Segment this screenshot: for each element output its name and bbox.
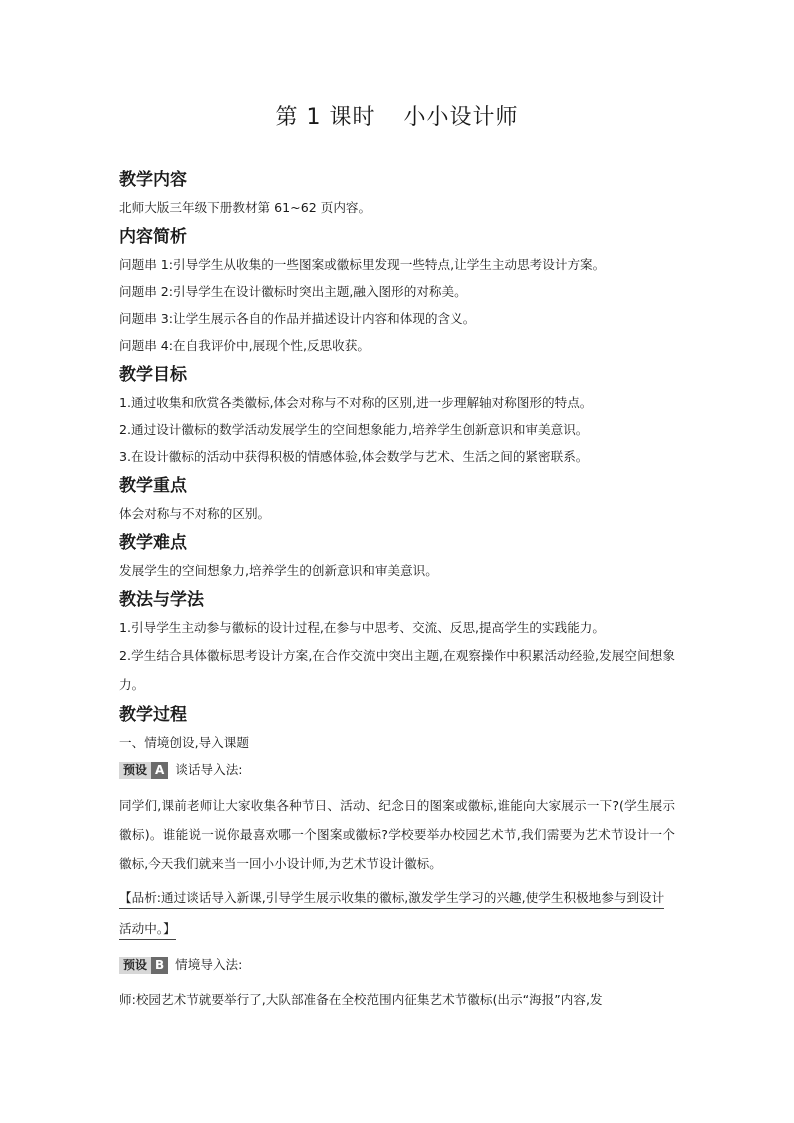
preset-tag-letter: B <box>151 957 168 974</box>
preset-a-tag <box>119 762 168 779</box>
analysis-item: 问题串 4:在自我评价中,展现个性,反思收获。 <box>119 338 370 353</box>
preset-a-label: 谈话导入法: <box>175 762 243 777</box>
preset-b <box>119 951 675 979</box>
heading-key: 教学重点 <box>119 476 187 496</box>
lesson-name: 小小设计师 <box>403 105 519 130</box>
preset-b-tag <box>119 957 168 974</box>
preset-tag-letter: A <box>151 762 168 779</box>
preset-a <box>119 756 675 784</box>
goal-item: 2.通过设计徽标的数学活动发展学生的空间想象能力,培养学生创新意识和审美意识。 <box>119 422 589 437</box>
lesson-number: 第 1 课时 <box>275 105 376 130</box>
method-item: 1.引导学生主动参与徽标的设计过程,在参与中思考、交流、反思,提高学生的实践能力。 <box>119 620 605 635</box>
heading-content: 教学内容 <box>119 170 187 190</box>
heading-goals: 教学目标 <box>119 365 187 385</box>
document-body <box>119 164 675 1013</box>
method-item: 2.学生结合具体徽标思考设计方案,在合作交流中突出主题,在观察操作中积累活动经验,发展空间想象力。 <box>119 648 675 692</box>
preset-a-paragraph: 同学们,课前老师让大家收集各种节日、活动、纪念日的图案或徽标,谁能向大家展示一下?(学生展示徽标)。谁能说一说你最喜欢哪一个图案或徽标?学校要举办校园艺术节,我们需要为艺术节设计一个徽标,今天我们就来当一回小小设计师,为艺术节设计徽标。 <box>119 798 675 871</box>
analysis-note-text: 【品析:通过谈话导入新课,引导学生展示收集的徽标,激发学生学习的兴趣,使学生积极地参与到设计活动中。】 <box>119 890 664 940</box>
preset-b-paragraph: 师:校园艺术节就要举行了,大队部准备在全校范围内征集艺术节徽标(出示“海报”内容,发 <box>119 992 603 1007</box>
analysis-item: 问题串 1:引导学生从收集的一些图案或徽标里发现一些特点,让学生主动思考设计方案。 <box>119 257 606 272</box>
heading-difficulty: 教学难点 <box>119 533 187 553</box>
heading-process: 教学过程 <box>119 705 187 725</box>
preset-tag-label: 预设 <box>119 957 151 974</box>
heading-methods: 教法与学法 <box>119 590 204 610</box>
analysis-note <box>119 882 675 944</box>
content-text: 北师大版三年级下册教材第 61~62 页内容。 <box>119 200 372 215</box>
preset-tag-label: 预设 <box>119 762 151 779</box>
goal-item: 1.通过收集和欣赏各类徽标,体会对称与不对称的区别,进一步理解轴对称图形的特点。 <box>119 395 593 410</box>
difficulty-text: 发展学生的空间想象力,培养学生的创新意识和审美意识。 <box>119 563 438 578</box>
key-text: 体会对称与不对称的区别。 <box>119 506 271 521</box>
heading-analysis: 内容简析 <box>119 227 187 247</box>
analysis-item: 问题串 3:让学生展示各自的作品并描述设计内容和体现的含义。 <box>119 311 476 326</box>
analysis-item: 问题串 2:引导学生在设计徽标时突出主题,融入图形的对称美。 <box>119 284 467 299</box>
preset-b-label: 情境导入法: <box>175 957 243 972</box>
goal-item: 3.在设计徽标的活动中获得积极的情感体验,体会数学与艺术、生活之间的紧密联系。 <box>119 449 589 464</box>
process-subheading: 一、情境创设,导入课题 <box>119 735 249 750</box>
page-title <box>0 100 794 131</box>
